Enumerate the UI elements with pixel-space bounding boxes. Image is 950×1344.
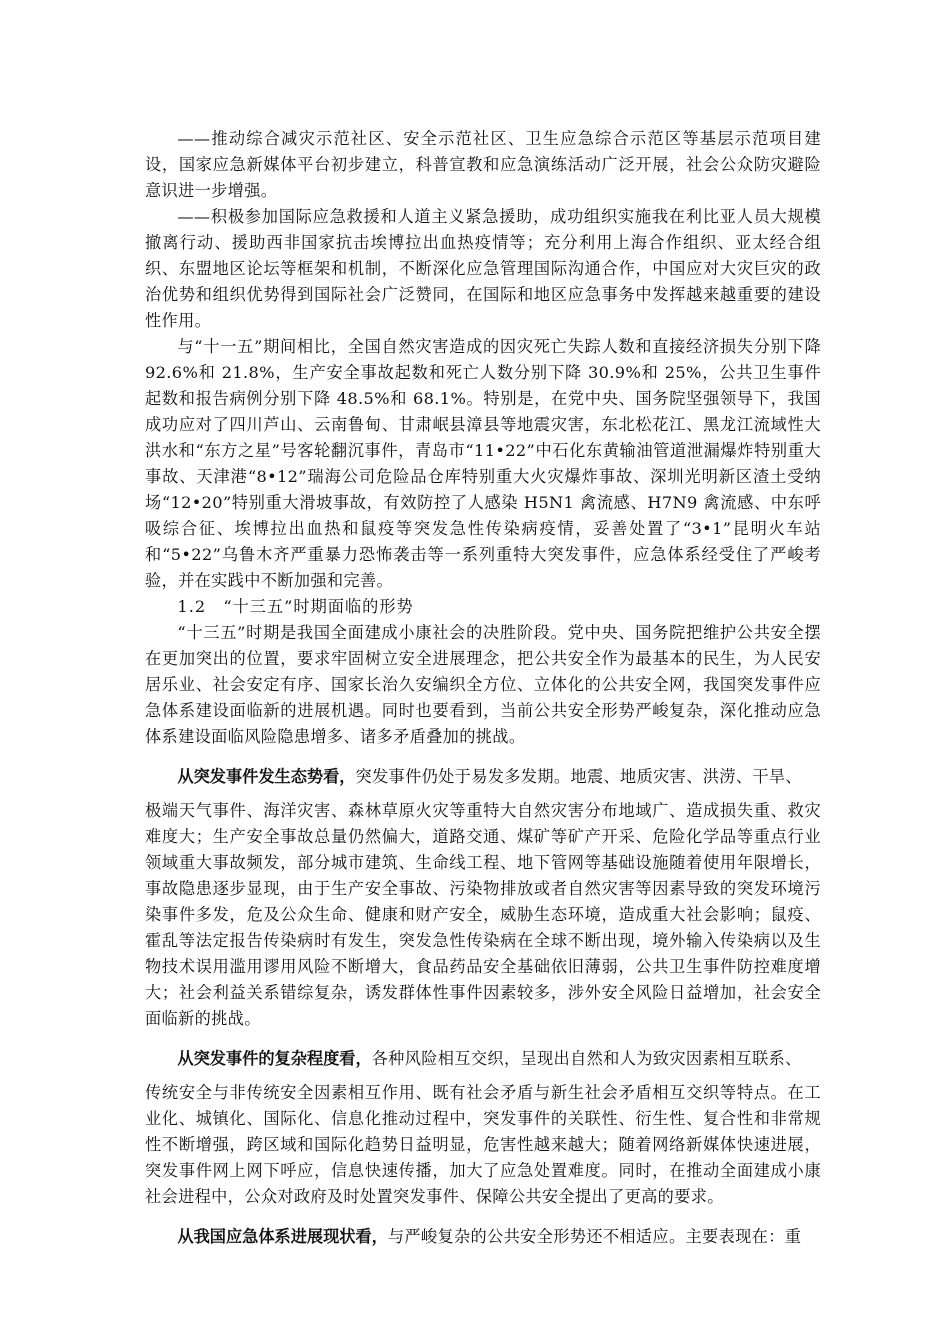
lead-bold-text: 从突发事件发生态势看， [177, 767, 356, 786]
lead-bold-text: 从突发事件的复杂程度看， [177, 1049, 372, 1068]
section-heading: 1.2 “十三五”时期面临的形势 [177, 597, 414, 616]
section-lead-incident-trend [145, 764, 821, 790]
paragraph-eleventh-five-year-comparison: 与“十一五”期间相比，全国自然灾害造成的因灾死亡失踪人数和直接经济损失分别下降 92.6%和 21.8%，生产安全事故起数和死亡人数分别下降 30.9%和 25%，公共卫生事件起数和报告病例分别下降 48.5%和 68.1%。特别是，在党中央、国务院坚强领导下，我国成功应对了四川芦山、云南鲁甸、甘肃岷县漳县等地震灾害，东北松花江、黑龙江流域性大洪水和“东方之星”号客轮翻沉事件，青岛市“11•22”中石化东黄输油管道泄漏爆炸特别重大事故、天津港“8•12”瑞海公司危险品仓库特别重大火灾爆炸事故、深圳光明新区渣土受纳场“12•20”特别重大滑坡事故，有效防控了人感染 H5N1 禽流感、H7N9 禽流感、中东呼吸综合征、埃博拉出血热和鼠疫等突发急性传染病疫情，妥善处置了“3•1”昆明火车站和“5•22”乌鲁木齐严重暴力恐怖袭击等一系列重特大突发事件，应急体系经受住了严峻考验，并在实践中不断加强和完善。 [145, 337, 821, 590]
lead-bold-text: 从我国应急体系进展现状看， [177, 1227, 388, 1246]
paragraph-incident-trend-body: 极端天气事件、海洋灾害、森林草原火灾等重特大自然灾害分布地域广、造成损失重、救灾难度大；生产安全事故总量仍然偏大，道路交通、煤矿等矿产开采、危险化学品等重点行业领域重大事故频发，部分城市建筑、生命线工程、地下管网等基础设施随着使用年限增长，事故隐患逐步显现，由于生产安全事故、污染物排放或者自然灾害等因素导致的突发环境污染事件多发，危及公众生命、健康和财产安全，威胁生态环境，造成重大社会影响；鼠疫、霍乱等法定报告传染病时有发生，突发急性传染病在全球不断出现，境外输入传染病以及生物技术误用滥用谬用风险不断增大，食品药品安全基础依旧薄弱，公共卫生事件防控难度增大；社会利益关系错综复杂，诱发群体性事件因素较多，涉外安全风险日益增加，社会安全面临新的挑战。 [145, 801, 821, 1028]
lead-rest-text: 各种风险相互交织，呈现出自然和人为致灾因素相互联系、 [371, 1049, 802, 1068]
section-lead-system-status [145, 1224, 821, 1250]
paragraph-thirteenth-five-year: “十三五”时期是我国全面建成小康社会的决胜阶段。党中央、国务院把维护公共安全摆在更加突出的位置，要求牢固树立安全进展理念，把公共安全作为最基本的民生，为人民安居乐业、社会安定有序、国家长治久安编织全方位、立体化的公共安全网，我国突发事件应急体系建设面临新的进展机遇。同时也要看到，当前公共安全形势严峻复杂，深化推动应急体系建设面临风险隐患增多、诸多矛盾叠加的挑战。 [145, 623, 821, 746]
paragraph-demo-communities: ——推动综合减灾示范社区、安全示范社区、卫生应急综合示范区等基层示范项目建设，国家应急新媒体平台初步建立，科普宣教和应急演练活动广泛开展，社会公众防灾避险意识进一步增强。 [145, 129, 821, 200]
document-body [145, 126, 821, 1250]
paragraph-complexity-body: 传统安全与非传统安全因素相互作用、既有社会矛盾与新生社会矛盾相互交织等特点。在工业化、城镇化、国际化、信息化推动过程中，突发事件的关联性、衍生性、复合性和非常规性不断增强，跨区域和国际化趋势日益明显，危害性越来越大；随着网络新媒体快速进展，突发事件网上网下呼应，信息快速传播，加大了应急处置难度。同时，在推动全面建成小康社会进程中，公众对政府及时处置突发事件、保障公共安全提出了更高的要求。 [145, 1083, 821, 1206]
section-lead-complexity [145, 1046, 821, 1072]
lead-rest-text: 突发事件仍处于易发多发期。地震、地质灾害、洪涝、干旱、 [355, 767, 802, 786]
lead-rest-text: 与严峻复杂的公共安全形势还不相适应。主要表现在：重 [387, 1227, 802, 1246]
paragraph-international-aid: ——积极参加国际应急救援和人道主义紧急援助，成功组织实施我在利比亚人员大规模撤离行动、援助西非国家抗击埃博拉出血热疫情等；充分利用上海合作组织、亚太经合组织、东盟地区论坛等框架和机制，不断深化应急管理国际沟通合作，中国应对大灾巨灾的政治优势和组织优势得到国际社会广泛赞同，在国际和地区应急事务中发挥越来越重要的建设性作用。 [145, 207, 821, 330]
